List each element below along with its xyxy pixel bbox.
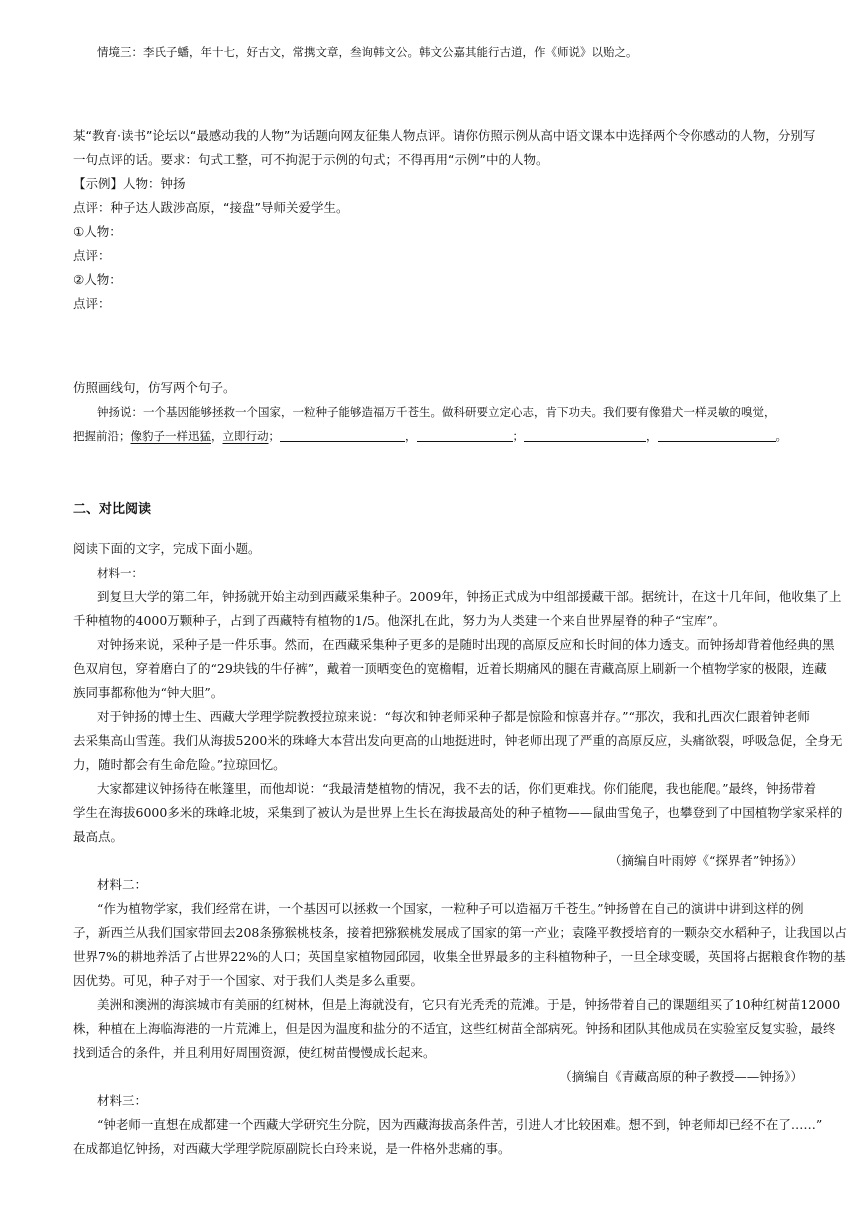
m2-line: 世界7%的耕地养活了占世界22%的人口；英国皇家植物园邱园，收集全世界最多的主科植物种子，一旦全球变暖，英国将占据粮食作物的基 (73, 949, 846, 964)
material-3-label: 材料三： (97, 1093, 148, 1108)
answer-2-comment: 点评： (73, 296, 111, 311)
m2-line: 子，新西兰从我们国家带回去208条猕猴桃枝条，接着把猕猴桃发展成了国家的第一产业；袁隆平教授培育的一颗杂交水稻种子，让我国以占 (73, 925, 847, 940)
m1-line: 族同事都称他为“钟大胆”。 (73, 685, 224, 700)
m2-line: 找到适合的条件，并且利用好周围资源，使红树苗慢慢成长起来。 (73, 1045, 436, 1060)
m3-line: “钟老师一直想在成都建一个西藏大学研究生分院，因为西藏海拔高条件苦，引进人才比较困难。想不到，钟老师却已经不在了……” (97, 1117, 823, 1132)
m1-line: 力，随时都会有生命危险。”拉琼回忆。 (73, 757, 286, 772)
blank-semicolon: ； (512, 429, 524, 443)
example-comment: 点评：种子达人跋涉高原，“接盘”导师关爱学生。 (73, 200, 349, 215)
comment-prompt-line-2: 一句点评的话。要求：句式工整，可不拘泥于示例的句式；不得再用“示例”中的人物。 (73, 152, 549, 167)
material-1-body (73, 585, 847, 1161)
m1-line: 对钟扬来说，采种子是一件乐事。然而，在西藏采集种子更多的是随时出现的高原反应和长时间的体力透支。而钟扬却背着他经典的黑 (97, 637, 835, 652)
blank-comma-2: ， (646, 429, 658, 443)
underlined-phrase-1: 像豹子一样迅猛 (130, 429, 211, 443)
m2-line: 株，种植在上海临海港的一片荒滩上，但是因为温度和盐分的不适宜，这些红树苗全部病死。钟扬和团队其他成员在实验室反复实验，最终 (73, 1021, 836, 1036)
m2-line: “作为植物学家，我们经常在讲，一个基因可以拯救一个国家，一粒种子可以造福万千苍生。”钟扬曾在自己的演讲中讲到这样的例 (97, 901, 804, 916)
example-person: 【示例】人物：钟扬 (73, 176, 186, 191)
blank-period: 。 (775, 429, 787, 443)
section-instruction: 阅读下面的文字，完成下面小题。 (73, 541, 261, 556)
section-heading: 二、对比阅读 (73, 502, 152, 517)
material-1-label: 材料一： (97, 566, 143, 580)
m1-line: 最高点。 (73, 829, 124, 844)
imitate-line-1: 钟扬说：一个基因能够拯救一个国家，一粒种子能够造福万千苍生。做科研要立定心志，肯下功夫。我们要有像猎犬一样灵敏的嗅觉， (97, 405, 776, 419)
m1-line: 学生在海拔6000多米的珠峰北坡，采集到了被认为是世界上生长在海拔最高处的种子植物——鼠曲雪兔子，也攀登到了中国植物学家采样的 (73, 805, 843, 820)
m1-line: 千种植物的4000万颗种子，占到了西藏特有植物的1/5。他深扎在此，努力为人类建一个来自世界屋脊的种子“宝库”。 (73, 613, 726, 628)
m2-line: 因优势。可见，种子对于一个国家、对于我们人类是多么重要。 (73, 973, 424, 988)
scenario-three: 情境三：李氏子蟠，年十七，好古文，常携文章，叁询韩文公。韩文公嘉其能行古道，作《师说》以贻之。 (97, 45, 638, 59)
m1-line: 色双肩包，穿着磨白了的“29块钱的牛仔裤”，戴着一顶晒变色的宽檐帽，近着长期痛风的腿在青藏高原上刷新一个植物学家的极限，连藏 (73, 661, 827, 676)
answer-blank-2[interactable] (417, 427, 513, 442)
answer-blank-4[interactable] (658, 427, 776, 442)
m1-line: 到复旦大学的第二年，钟扬就开始主动到西藏采集种子。2009年，钟扬正式成为中组部援藏干部。据统计，在这十几年间，他收集了上 (97, 589, 842, 604)
blank-comma-1: ， (405, 429, 417, 443)
imitate-semicolon: ； (268, 429, 280, 443)
m3-line: 在成都追忆钟扬，对西藏大学理学院原副院长白玲来说，是一件格外悲痛的事。 (73, 1141, 511, 1156)
answer-2-person: ②人物： (73, 272, 122, 287)
imitate-prefix: 把握前沿； (73, 429, 131, 443)
material-2-source: （摘编自《青藏高原的种子教授——钟扬》） (559, 1069, 803, 1084)
answer-blank-1[interactable] (280, 427, 405, 442)
imitate-line-2 (73, 424, 803, 448)
imitate-title: 仿照画线句，仿写两个句子。 (73, 380, 236, 395)
m1-line: 去采集高山雪莲。我们从海拔5200米的珠峰大本营出发向更高的山地挺进时，钟老师出现了严重的高原反应，头痛欲裂，呼吸急促，全身无 (73, 733, 843, 748)
material-1-source: （摘编自叶雨婷《“探界者”钟扬》） (608, 853, 803, 868)
m1-line: 大家都建议钟扬待在帐篷里，而他却说：“我最清楚植物的情况，我不去的话，你们更难找。你们能爬，我也能爬。”最终，钟扬带着 (97, 781, 817, 796)
answer-1-comment: 点评： (73, 248, 111, 263)
answer-blank-3[interactable] (524, 427, 646, 442)
comment-prompt-line-1: 某“教育·读书”论坛以“最感动我的人物”为话题向网友征集人物点评。请你仿照示例从高中语文课本中选择两个令你感动的人物，分别写 (73, 128, 816, 143)
m2-line: 美洲和澳洲的海滨城市有美丽的红树林，但是上海就没有，它只有光秃秃的荒滩。于是，钟扬带着自己的课题组买了10种红树苗12000 (97, 997, 841, 1012)
answer-1-person: ①人物： (73, 224, 122, 239)
m1-line: 对于钟扬的博士生、西藏大学理学院教授拉琼来说：“每次和钟老师采种子都是惊险和惊喜并存。”“那次，我和扎西次仁跟着钟老师 (97, 709, 810, 724)
material-2-label: 材料二： (97, 877, 148, 892)
imitate-separator: ， (211, 429, 223, 443)
underlined-phrase-2: 立即行动 (222, 429, 269, 443)
